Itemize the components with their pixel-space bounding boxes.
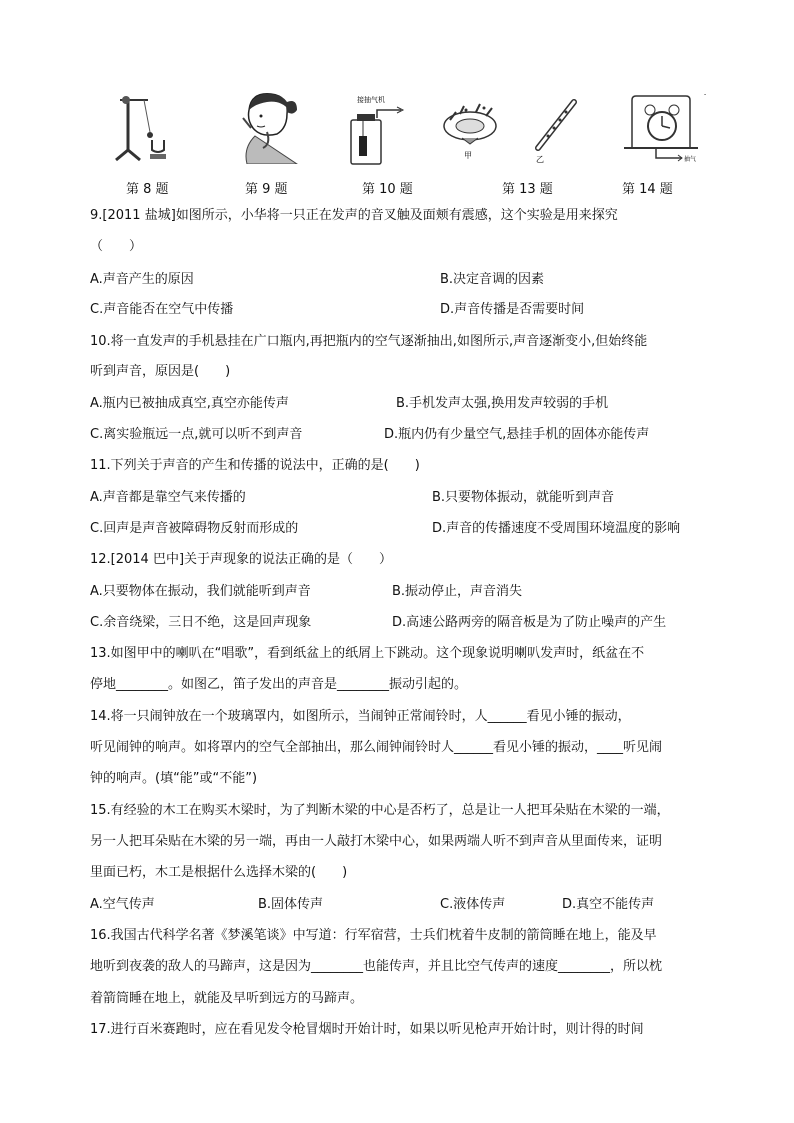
q12-option-b: B.振动停止，声音消失	[392, 584, 523, 599]
q12-stem: 12.[2014 巴中]关于声现象的说法正确的是（ ）	[90, 552, 393, 567]
figure-8-pendulum-tuning-fork	[108, 90, 170, 166]
figure-9-girl-tuning-fork	[237, 88, 301, 164]
q9-option-c: C.声音能否在空气中传播	[90, 302, 234, 317]
q9-paren: （ ）	[90, 239, 143, 254]
q10-option-a: A.瓶内已被抽成真空,真空亦能传声	[90, 396, 289, 411]
figure-14-mark: -	[704, 92, 707, 98]
q9-stem: 9.[2011 盐城]如图所示，小华将一只正在发声的音叉触及面颊有震感，这个实验是用来探究	[90, 208, 618, 223]
figure-8-caption: 第 8 题	[126, 182, 169, 197]
figure-13-label-a: 甲	[464, 151, 472, 160]
q13-line-1: 13.如图甲中的喇叭在“唱歌”，看到纸盆上的纸屑上下跳动。这个现象说明喇叭发声时，纸盆在不	[90, 646, 645, 661]
figure-14-label: 抽气	[684, 156, 697, 163]
q11-option-d: D.声音的传播速度不受周围环境温度的影响	[432, 521, 681, 536]
figure-10-label: 接抽气机	[357, 96, 385, 104]
figure-13-speaker	[440, 100, 506, 162]
q9-option-b: B.决定音调的因素	[440, 272, 545, 287]
figure-14-caption: 第 14 题	[622, 182, 673, 197]
q10-line-1: 10.将一直发声的手机悬挂在广口瓶内,再把瓶内的空气逐渐抽出,如图所示,声音逐渐变小,但始终能	[90, 334, 648, 349]
q14-line-2: 听见闹钟的响声。如将罩内的空气全部抽出，那么闹钟闹铃时人______看见小锤的振动，____听见闹	[90, 740, 663, 755]
q10-line-2: 听到声音，原因是( )	[90, 364, 231, 379]
q11-stem: 11.下列关于声音的产生和传播的说法中，正确的是( )	[90, 458, 420, 473]
q11-option-c: C.回声是声音被障碍物反射而形成的	[90, 521, 299, 536]
q17-line-1: 17.进行百米赛跑时，应在看见发令枪冒烟时开始计时，如果以听见枪声开始计时，则计得的时间	[90, 1022, 644, 1037]
figure-14-clock-in-jar	[620, 92, 710, 166]
q15-option-c: C.液体传声	[440, 897, 506, 912]
q14-line-3: 钟的响声。(填“能”或“不能”)	[90, 771, 258, 786]
q12-option-c: C.余音绕梁，三日不绝，这是回声现象	[90, 615, 312, 630]
q13-line-2: 停地________。如图乙，笛子发出的声音是________振动引起的。	[90, 677, 468, 692]
q9-option-d: D.声音传播是否需要时间	[440, 302, 585, 317]
q16-line-3: 着箭筒睡在地上，就能及早听到远方的马蹄声。	[90, 991, 364, 1006]
q14-line-1: 14.将一只闹钟放在一个玻璃罩内，如图所示，当闹钟正常闹铃时，人______看见小锤的振动，	[90, 709, 631, 724]
q15-option-d: D.真空不能传声	[562, 897, 655, 912]
q15-option-a: A.空气传声	[90, 897, 155, 912]
q15-option-b: B.固体传声	[258, 897, 324, 912]
figure-13-caption: 第 13 题	[502, 182, 553, 197]
q15-line-3: 里面已朽，木工是根据什么选择木梁的( )	[90, 865, 348, 880]
q11-option-b: B.只要物体振动，就能听到声音	[432, 490, 615, 505]
figure-9-caption: 第 9 题	[245, 182, 288, 197]
q16-line-1: 16.我国古代科学名著《梦溪笔谈》中写道：行军宿营，士兵们枕着牛皮制的箭筒睡在地上，能及早	[90, 928, 657, 943]
figure-10-caption: 第 10 题	[362, 182, 413, 197]
q15-line-2: 另一人把耳朵贴在木梁的另一端，再由一人敲打木梁中心，如果两端人听不到声音从里面传来，证明	[90, 834, 663, 849]
q12-option-d: D.高速公路两旁的隔音板是为了防止噪声的产生	[392, 615, 667, 630]
figure-10-phone-in-jar	[343, 92, 409, 168]
q11-option-a: A.声音都是靠空气来传播的	[90, 490, 246, 505]
figure-13-flute	[530, 96, 580, 166]
q10-option-d: D.瓶内仍有少量空气,悬挂手机的固体亦能传声	[384, 427, 650, 442]
q12-option-a: A.只要物体在振动，我们就能听到声音	[90, 584, 311, 599]
q9-option-a: A.声音产生的原因	[90, 272, 194, 287]
figure-13-label-b: 乙	[536, 155, 544, 164]
q10-option-c: C.离实验瓶远一点,就可以听不到声音	[90, 427, 303, 442]
q10-option-b: B.手机发声太强,换用发声较弱的手机	[396, 396, 609, 411]
q16-line-2: 地听到夜袭的敌人的马蹄声，这是因为________也能传声，并且比空气传声的速度________，所以枕	[90, 959, 663, 974]
q15-line-1: 15.有经验的木工在购买木梁时，为了判断木梁的中心是否朽了，总是让一人把耳朵贴在木梁的一端，	[90, 803, 670, 818]
